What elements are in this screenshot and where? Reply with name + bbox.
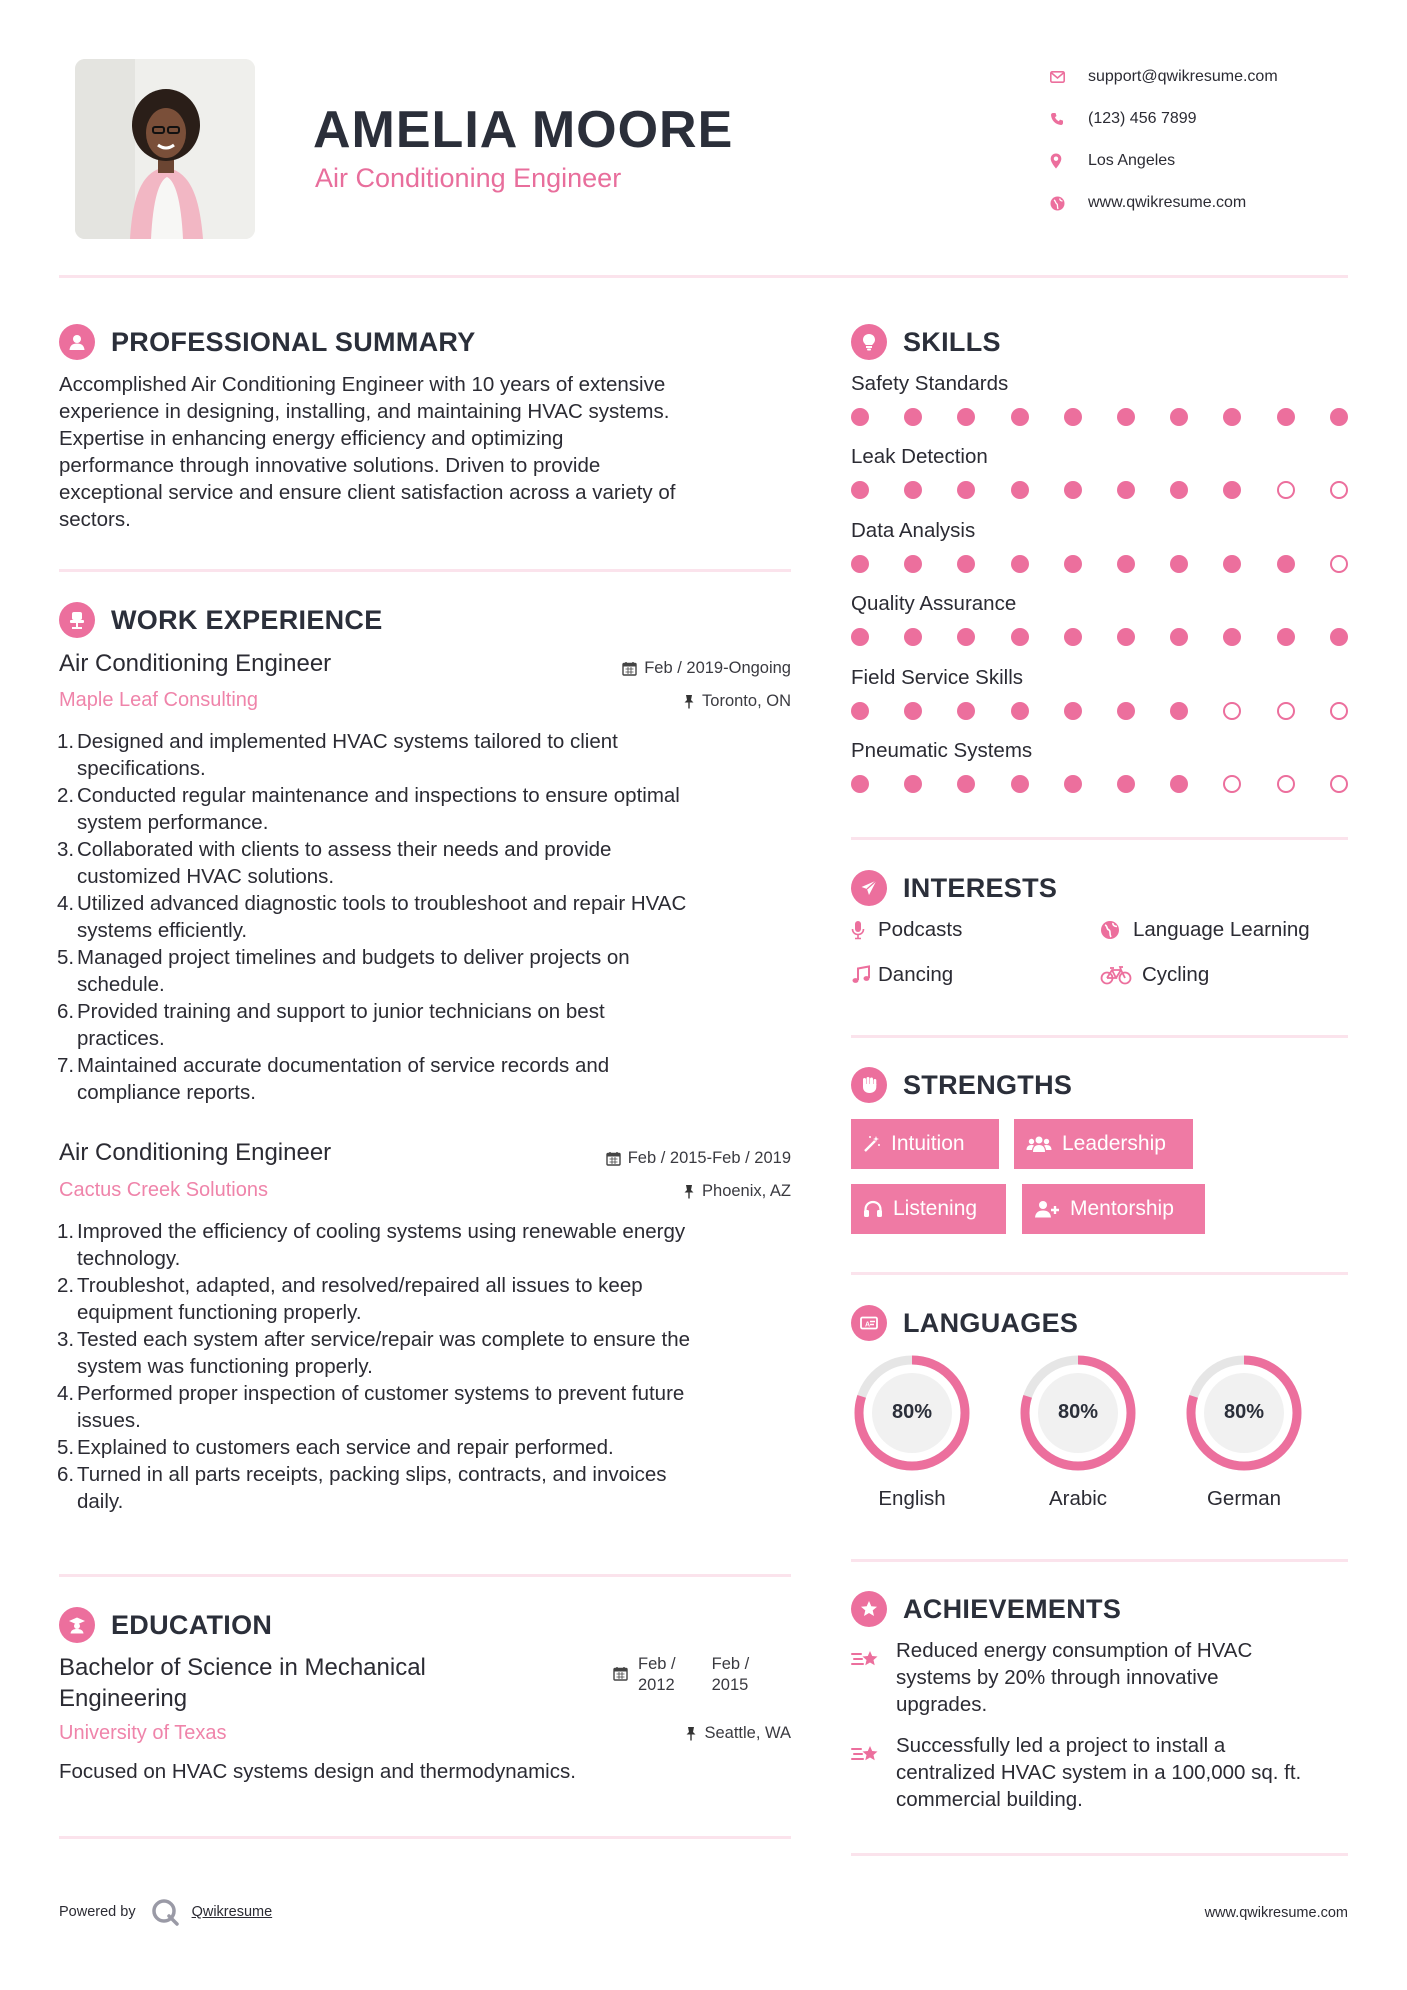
group-icon [1026, 1135, 1052, 1153]
section-summary-heading [59, 324, 476, 360]
skill-name: Pneumatic Systems [851, 739, 1033, 762]
section-languages-title: LANGUAGES [903, 1307, 1079, 1338]
job-date [500, 659, 791, 678]
degree-line: Engineering [59, 1685, 188, 1712]
rating-dot-filled [1064, 702, 1082, 720]
skill-name: Field Service Skills [851, 665, 1024, 689]
contact-website[interactable] [1050, 182, 1380, 224]
rating-dot-filled [904, 702, 922, 720]
section-strengths-title: STRENGTHS [903, 1069, 1073, 1100]
list-item: 1. Improved the efficiency of cooling systems using renewable energy technology. [57, 1220, 686, 1270]
interests-divider [851, 1035, 1348, 1038]
skill-rating [851, 775, 1351, 797]
education-start-date: Feb / 2012 [638, 1655, 676, 1694]
rating-dot-filled [1011, 702, 1029, 720]
job-date-text: Feb / 2015-Feb / 2019 [627, 1149, 791, 1167]
school-name: University of Texas [59, 1722, 227, 1744]
pushpin-icon [683, 694, 695, 709]
experience-divider [59, 1574, 791, 1577]
globe-icon [1100, 920, 1133, 940]
map-pin-icon [1050, 153, 1088, 169]
languages-divider [851, 1559, 1348, 1562]
interest-label: Language Learning [1133, 918, 1310, 941]
qwikresume-link[interactable]: Qwikresume [191, 1904, 273, 1920]
calendar-icon [613, 1666, 628, 1681]
section-skills-heading [851, 324, 1001, 360]
skill-rating [851, 481, 1351, 503]
strengths-divider [851, 1272, 1348, 1275]
job-date [500, 1149, 791, 1168]
education-divider [59, 1836, 791, 1839]
rating-dot-filled [1064, 628, 1082, 646]
fist-icon [851, 1067, 887, 1103]
contact-location [1050, 140, 1380, 182]
summary-line: Expertise in enhancing energy efficiency and optimizing [59, 427, 564, 450]
job-company: Maple Leaf Consulting [59, 689, 259, 711]
rating-dot-filled [904, 481, 922, 499]
contact-email-text: support@qwikresume.com [1088, 68, 1278, 85]
section-achievements-title: ACHIEVEMENTS [903, 1593, 1122, 1624]
education-location-text: Seattle, WA [704, 1724, 791, 1742]
rating-dot-filled [1223, 408, 1241, 426]
skill-rating [851, 628, 1351, 650]
headphones-icon [863, 1200, 883, 1218]
interest-label: Podcasts [878, 918, 963, 941]
section-summary-title: PROFESSIONAL SUMMARY [111, 326, 476, 357]
contact-location-text: Los Angeles [1088, 152, 1176, 169]
list-item: 7. Maintained accurate documentation of service records and compliance reports. [57, 1054, 610, 1104]
rating-dot-empty [1277, 775, 1295, 793]
powered-by-text: Powered by [59, 1904, 136, 1920]
interest-item [851, 918, 962, 942]
rating-dot-filled [1223, 628, 1241, 646]
footer-website[interactable]: www.qwikresume.com [1204, 1905, 1348, 1921]
user-icon [59, 324, 95, 360]
rating-dot-filled [1277, 555, 1295, 573]
section-achievements-heading [851, 1591, 1121, 1627]
rating-dot-filled [851, 775, 869, 793]
contact-website-text: www.qwikresume.com [1088, 194, 1247, 211]
interest-item [1100, 918, 1310, 942]
pushpin-icon [685, 1726, 697, 1741]
strength-label: Mentorship [1070, 1197, 1174, 1220]
music-note-icon [851, 965, 878, 985]
rating-dot-empty [1330, 555, 1348, 573]
section-strengths-heading [851, 1067, 1072, 1103]
rating-dot-filled [1170, 408, 1188, 426]
language-name: English [878, 1487, 946, 1510]
rating-dot-filled [904, 555, 922, 573]
qwikresume-logo-icon [150, 1897, 180, 1927]
job-responsibilities [59, 728, 799, 1106]
language-name: Arabic [1048, 1487, 1108, 1510]
rating-dot-filled [1170, 775, 1188, 793]
list-item: 6. Turned in all parts receipts, packing slips, contracts, and invoices daily. [57, 1463, 667, 1513]
skill-name: Leak Detection [851, 445, 988, 469]
rating-dot-filled [1117, 628, 1135, 646]
skill-name: Data Analysis [851, 518, 976, 542]
language-percent: 80% [891, 1401, 933, 1423]
user-plus-icon [1034, 1200, 1060, 1218]
job-location-text: Phoenix, AZ [702, 1182, 791, 1200]
header-divider [59, 275, 1348, 278]
degree-line: Bachelor of Science in Mechanical [59, 1654, 426, 1681]
shooting-star-icon [851, 1743, 881, 1772]
job-title: Air Conditioning Engineer [59, 1139, 332, 1166]
rating-dot-filled [957, 775, 975, 793]
summary-line: exceptional service and ensure client satisfaction across a variety of [59, 481, 676, 504]
rating-dot-filled [1330, 408, 1348, 426]
strength-tag [1014, 1119, 1193, 1169]
rating-dot-filled [1064, 775, 1082, 793]
shooting-star-icon [851, 1648, 881, 1677]
language-percent: 80% [1057, 1401, 1099, 1423]
rating-dot-filled [851, 408, 869, 426]
rating-dot-filled [1117, 775, 1135, 793]
phone-icon [1050, 112, 1088, 126]
rating-dot-filled [851, 555, 869, 573]
rating-dot-empty [1330, 702, 1348, 720]
list-item: 5. Explained to customers each service and repair performed. [57, 1436, 614, 1459]
rating-dot-empty [1223, 702, 1241, 720]
strength-tag [851, 1119, 999, 1169]
rating-dot-filled [1117, 408, 1135, 426]
section-education-title: EDUCATION [111, 1609, 273, 1640]
interest-label: Dancing [878, 963, 954, 986]
magic-wand-icon [863, 1135, 881, 1153]
rating-dot-filled [1011, 628, 1029, 646]
language-name: German [1206, 1487, 1282, 1510]
rating-dot-filled [1117, 702, 1135, 720]
list-item: 5. Managed project timelines and budgets to deliver projects on schedule. [57, 946, 630, 996]
job-responsibilities [59, 1218, 799, 1515]
summary-divider [59, 569, 791, 572]
rating-dot-filled [1011, 555, 1029, 573]
rating-dot-filled [904, 775, 922, 793]
summary-text [59, 371, 799, 533]
rating-dot-filled [1223, 555, 1241, 573]
star-badge-icon [851, 1591, 887, 1627]
list-item: 6. Provided training and support to junior technicians on best practices. [57, 1000, 605, 1050]
rating-dot-filled [1330, 628, 1348, 646]
rating-dot-filled [1277, 628, 1295, 646]
contact-phone-text: (123) 456 7899 [1088, 110, 1197, 127]
rating-dot-filled [851, 628, 869, 646]
job-location [500, 1182, 791, 1201]
calendar-icon [622, 661, 637, 676]
section-experience-heading [59, 602, 383, 638]
candidate-name: AMELIA MOORE [313, 101, 734, 159]
paper-plane-icon [851, 870, 887, 906]
rating-dot-filled [957, 408, 975, 426]
skill-name: Quality Assurance [851, 592, 1017, 616]
rating-dot-filled [851, 481, 869, 499]
job-location-text: Toronto, ON [702, 692, 791, 710]
rating-dot-filled [1170, 481, 1188, 499]
rating-dot-filled [1170, 555, 1188, 573]
rating-dot-filled [904, 408, 922, 426]
job-title: Air Conditioning Engineer [59, 650, 332, 677]
rating-dot-filled [1064, 555, 1082, 573]
rating-dot-filled [957, 702, 975, 720]
education-location [500, 1724, 791, 1743]
microphone-icon [851, 920, 878, 940]
list-item: 2. Troubleshot, adapted, and resolved/repaired all issues to keep equipment functioning properly. [57, 1274, 643, 1324]
skill-rating [851, 408, 1351, 430]
rating-dot-filled [957, 628, 975, 646]
rating-dot-filled [957, 481, 975, 499]
list-item: 2. Conducted regular maintenance and inspections to ensure optimal system performance. [57, 784, 680, 834]
section-languages-heading [851, 1305, 1078, 1341]
summary-line: sectors. [59, 508, 131, 531]
achievements-divider [851, 1853, 1348, 1856]
rating-dot-empty [1277, 702, 1295, 720]
summary-line: experience in designing, installing, and maintaining HVAC systems. [59, 400, 670, 423]
pushpin-icon [683, 1184, 695, 1199]
list-item: 4. Performed proper inspection of customer systems to prevent future issues. [57, 1382, 685, 1432]
interest-label: Cycling [1142, 963, 1210, 986]
job-company: Cactus Creek Solutions [59, 1179, 268, 1201]
education-description: Focused on HVAC systems design and thermodynamics. [59, 1760, 576, 1783]
rating-dot-empty [1223, 775, 1241, 793]
contact-phone[interactable] [1050, 98, 1380, 140]
strength-tag [851, 1184, 1006, 1234]
section-skills-title: SKILLS [903, 326, 1001, 357]
strength-label: Intuition [891, 1132, 965, 1155]
rating-dot-filled [1223, 481, 1241, 499]
achievement-item: Reduced energy consumption of HVAC systems by 20% through innovative upgrades. [896, 1639, 1253, 1716]
rating-dot-filled [1064, 481, 1082, 499]
globe-icon [1050, 196, 1088, 211]
skill-name: Safety Standards [851, 372, 1009, 395]
rating-dot-filled [1117, 481, 1135, 499]
skills-divider [851, 837, 1348, 840]
strength-label: Leadership [1062, 1132, 1166, 1155]
calendar-icon [606, 1151, 621, 1166]
rating-dot-filled [957, 555, 975, 573]
rating-dot-filled [1170, 628, 1188, 646]
summary-line: performance through innovative solutions. Driven to provide [59, 454, 601, 477]
candidate-role: Air Conditioning Engineer [315, 163, 622, 193]
strength-tag [1022, 1184, 1205, 1234]
list-item: 3. Collaborated with clients to assess their needs and provide customized HVAC solutions. [57, 838, 612, 888]
list-item: 4. Utilized advanced diagnostic tools to troubleshoot and repair HVAC systems efficiently. [57, 892, 687, 942]
section-experience-title: WORK EXPERIENCE [111, 604, 383, 635]
rating-dot-empty [1277, 481, 1295, 499]
footer-powered-by [59, 1897, 272, 1927]
skill-rating [851, 555, 1351, 577]
skill-rating [851, 702, 1351, 724]
list-item: 3. Tested each system after service/repair was complete to ensure the system was functioning properly. [57, 1328, 691, 1378]
rating-dot-filled [1170, 702, 1188, 720]
rating-dot-filled [851, 702, 869, 720]
contact-block [1050, 56, 1380, 224]
rating-dot-empty [1330, 481, 1348, 499]
svg-text:A: A [865, 1321, 871, 1329]
lightbulb-icon [851, 324, 887, 360]
rating-dot-filled [904, 628, 922, 646]
interest-item [1100, 963, 1209, 987]
degree-title [59, 1652, 426, 1714]
rating-dot-empty [1330, 775, 1348, 793]
graduate-icon [59, 1607, 95, 1643]
office-chair-icon [59, 602, 95, 638]
section-interests-title: INTERESTS [903, 872, 1058, 903]
achievement-item: Successfully led a project to install a centralized HVAC system in a 100,000 sq. ft. commercial building. [896, 1734, 1302, 1811]
list-item: 1. Designed and implemented HVAC systems tailored to client specifications. [57, 730, 618, 780]
section-interests-heading [851, 870, 1057, 906]
rating-dot-filled [1011, 481, 1029, 499]
education-end-date: Feb / 2015 [711, 1655, 750, 1694]
summary-line: Accomplished Air Conditioning Engineer with 10 years of extensive [59, 373, 666, 396]
education-dates [613, 1654, 749, 1696]
rating-dot-filled [1117, 555, 1135, 573]
profile-photo [75, 59, 255, 239]
bicycle-icon [1100, 965, 1142, 985]
job-date-text: Feb / 2019-Ongoing [644, 659, 791, 677]
job-location [500, 692, 791, 711]
interest-item [851, 963, 953, 987]
id-card-icon [851, 1305, 887, 1341]
contact-email[interactable] [1050, 56, 1380, 98]
rating-dot-filled [1277, 408, 1295, 426]
rating-dot-filled [1011, 408, 1029, 426]
rating-dot-filled [1064, 408, 1082, 426]
section-education-heading [59, 1607, 272, 1643]
strength-label: Listening [893, 1197, 978, 1220]
language-percent: 80% [1223, 1401, 1265, 1423]
rating-dot-filled [1011, 775, 1029, 793]
envelope-icon [1050, 71, 1088, 83]
